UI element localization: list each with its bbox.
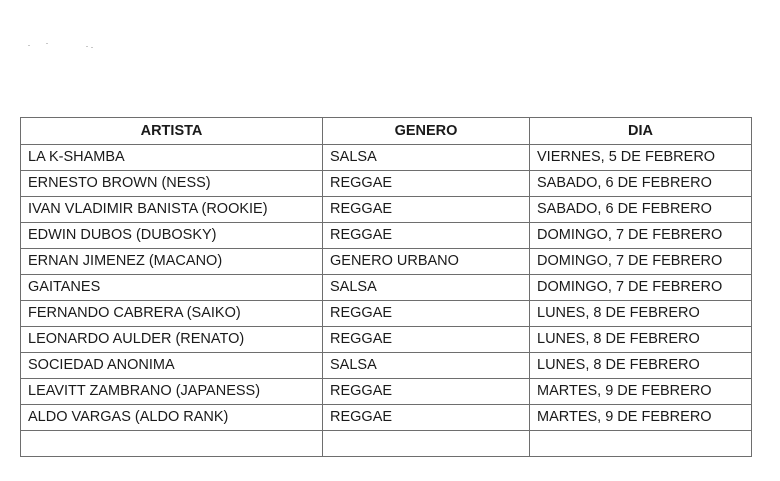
dia-cell: DOMINGO, 7 DE FEBRERO [530, 223, 752, 249]
artista-cell: IVAN VLADIMIR BANISTA (ROOKIE) [21, 197, 323, 223]
genero-cell: REGGAE [323, 379, 530, 405]
dia-cell: SABADO, 6 DE FEBRERO [530, 197, 752, 223]
genero-cell: REGGAE [323, 301, 530, 327]
genero-cell: REGGAE [323, 197, 530, 223]
artista-cell: EDWIN DUBOS (DUBOSKY) [21, 223, 323, 249]
genero-cell: REGGAE [323, 405, 530, 431]
header-genero: GENERO [323, 118, 530, 145]
artista-cell: LEAVITT ZAMBRANO (JAPANESS) [21, 379, 323, 405]
table-row [21, 249, 752, 275]
dia-cell: SABADO, 6 DE FEBRERO [530, 171, 752, 197]
dia-cell: MARTES, 9 DE FEBRERO [530, 405, 752, 431]
dia-cell: LUNES, 8 DE FEBRERO [530, 301, 752, 327]
table-row [21, 431, 752, 457]
table-row [21, 223, 752, 249]
artista-cell: LEONARDO AULDER (RENATO) [21, 327, 323, 353]
genero-cell: REGGAE [323, 223, 530, 249]
header-dia: DIA [530, 118, 752, 145]
artista-cell: ERNESTO BROWN (NESS) [21, 171, 323, 197]
artista-cell [21, 431, 323, 457]
table-header-row [21, 118, 752, 145]
genero-cell: SALSA [323, 353, 530, 379]
table-row [21, 379, 752, 405]
dia-cell: DOMINGO, 7 DE FEBRERO [530, 275, 752, 301]
genero-cell: REGGAE [323, 327, 530, 353]
table-row [21, 197, 752, 223]
genero-cell: GENERO URBANO [323, 249, 530, 275]
dia-cell [530, 431, 752, 457]
genero-cell: SALSA [323, 145, 530, 171]
dia-cell: VIERNES, 5 DE FEBRERO [530, 145, 752, 171]
artista-cell: SOCIEDAD ANONIMA [21, 353, 323, 379]
artista-cell: GAITANES [21, 275, 323, 301]
artist-schedule-table [20, 117, 752, 457]
table-row [21, 145, 752, 171]
header-artista: ARTISTA [21, 118, 323, 145]
dia-cell: LUNES, 8 DE FEBRERO [530, 353, 752, 379]
table-row [21, 171, 752, 197]
table-row [21, 327, 752, 353]
genero-cell: SALSA [323, 275, 530, 301]
dia-cell: MARTES, 9 DE FEBRERO [530, 379, 752, 405]
artista-cell: FERNANDO CABRERA (SAIKO) [21, 301, 323, 327]
table-row [21, 301, 752, 327]
artista-cell: LA K-SHAMBA [21, 145, 323, 171]
artista-cell: ERNAN JIMENEZ (MACANO) [21, 249, 323, 275]
table-row [21, 353, 752, 379]
dia-cell: DOMINGO, 7 DE FEBRERO [530, 249, 752, 275]
table-row [21, 275, 752, 301]
genero-cell: REGGAE [323, 171, 530, 197]
table-row [21, 405, 752, 431]
scan-specks [28, 42, 108, 52]
genero-cell [323, 431, 530, 457]
dia-cell: LUNES, 8 DE FEBRERO [530, 327, 752, 353]
artista-cell: ALDO VARGAS (ALDO RANK) [21, 405, 323, 431]
